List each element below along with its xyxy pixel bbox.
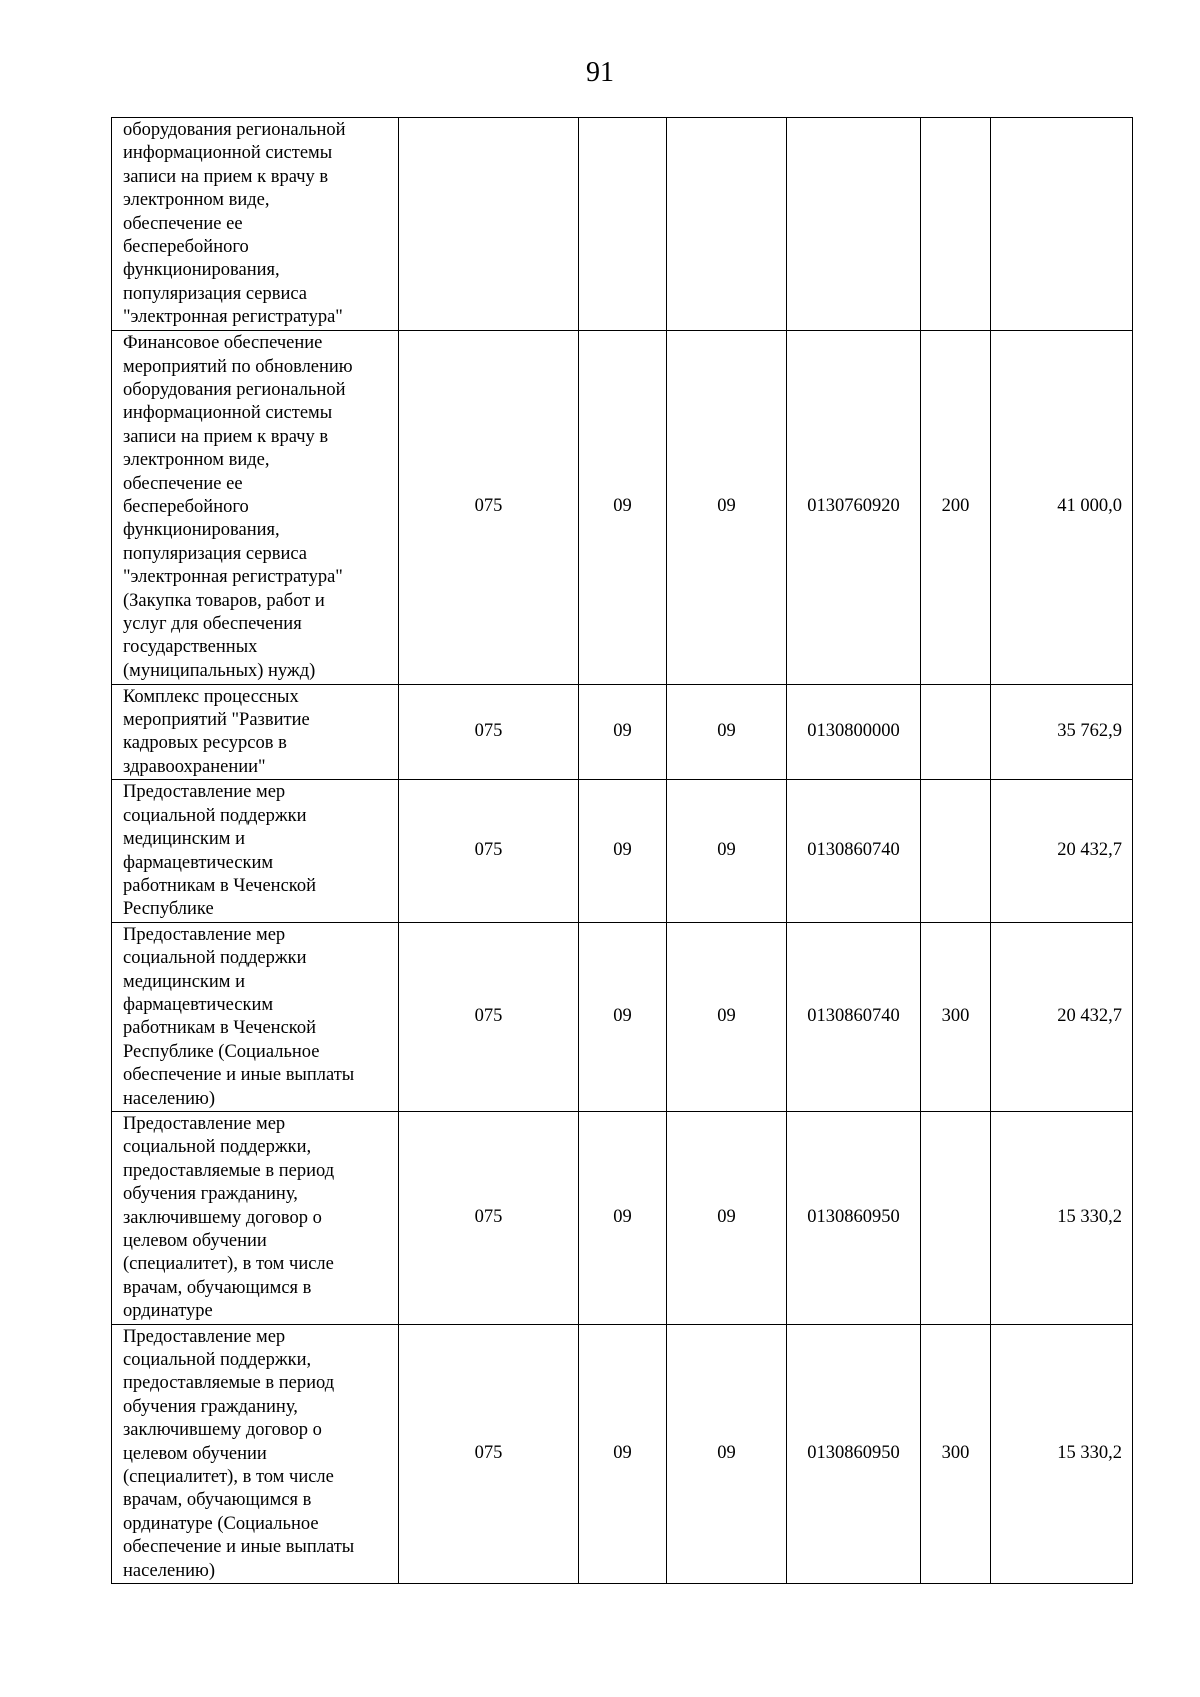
target-article-cell: 0130860740 xyxy=(787,780,921,922)
subsection-cell: 09 xyxy=(667,330,787,684)
amount-cell: 15 330,2 xyxy=(991,1324,1133,1583)
target-article-cell: 0130860950 xyxy=(787,1111,921,1324)
section-cell: 09 xyxy=(579,1324,667,1583)
subsection-cell: 09 xyxy=(667,1324,787,1583)
row-name: Комплекс процессных мероприятий "Развитие кадровых ресурсов в здравоохранении" xyxy=(123,686,310,777)
row-name: оборудования региональной информационной системы записи на прием к врачу в электронном виде, обеспечение ее бесперебойного функционирования, популяризация сервиса "электронная регистратура" xyxy=(123,120,346,328)
subsection-cell: 09 xyxy=(667,780,787,922)
amount-cell: 20 432,7 xyxy=(991,922,1133,1111)
expense-type-cell: 200 xyxy=(921,330,991,684)
amount-cell xyxy=(991,118,1133,331)
table-row xyxy=(112,780,1133,922)
subsection-cell xyxy=(667,118,787,331)
target-article-cell: 0130860950 xyxy=(787,1324,921,1583)
expense-type-cell xyxy=(921,780,991,922)
target-article-cell xyxy=(787,118,921,331)
budget-table xyxy=(111,117,1133,1584)
target-article-cell: 0130760920 xyxy=(787,330,921,684)
page-number: 91 xyxy=(586,57,614,88)
row-name-cell xyxy=(112,118,399,331)
row-name-cell xyxy=(112,330,399,684)
table-row xyxy=(112,118,1133,331)
row-name-cell xyxy=(112,1111,399,1324)
section-cell: 09 xyxy=(579,684,667,780)
ministry-cell: 075 xyxy=(399,684,579,780)
section-cell: 09 xyxy=(579,780,667,922)
subsection-cell: 09 xyxy=(667,1111,787,1324)
row-name-cell xyxy=(112,1324,399,1583)
row-name-cell xyxy=(112,780,399,922)
ministry-cell xyxy=(399,118,579,331)
table-row xyxy=(112,1111,1133,1324)
amount-cell: 15 330,2 xyxy=(991,1111,1133,1324)
section-cell: 09 xyxy=(579,330,667,684)
subsection-cell: 09 xyxy=(667,922,787,1111)
table-row xyxy=(112,330,1133,684)
table-row xyxy=(112,922,1133,1111)
row-name-cell xyxy=(112,684,399,780)
expense-type-cell: 300 xyxy=(921,1324,991,1583)
table-row xyxy=(112,1324,1133,1583)
section-cell: 09 xyxy=(579,922,667,1111)
table-row xyxy=(112,684,1133,780)
ministry-cell: 075 xyxy=(399,330,579,684)
section-cell: 09 xyxy=(579,1111,667,1324)
ministry-cell: 075 xyxy=(399,780,579,922)
row-name: Финансовое обеспечение мероприятий по обновлению оборудования региональной информационной системы записи на прием к врачу в электронном виде, обеспечение ее бесперебойного функционирования, популяризация сервиса "электронная регистратура" (Закупка товаров, работ и услуг для обеспечения государственных (муниципальных) нужд) xyxy=(123,333,353,681)
section-cell xyxy=(579,118,667,331)
expense-type-cell xyxy=(921,1111,991,1324)
expense-type-cell: 300 xyxy=(921,922,991,1111)
amount-cell: 20 432,7 xyxy=(991,780,1133,922)
row-name: Предоставление мер социальной поддержки медицинским и фармацевтическим работникам в Чеченской Республике xyxy=(123,782,316,920)
row-name: Предоставление мер социальной поддержки, предоставляемые в период обучения гражданину, заключившему договор о целевом обучении (специалитет), в том числе врачам, обучающимся в ординатуре (Социальное обеспечение и иные выплаты населению) xyxy=(123,1326,355,1581)
target-article-cell: 0130860740 xyxy=(787,922,921,1111)
row-name-cell xyxy=(112,922,399,1111)
subsection-cell: 09 xyxy=(667,684,787,780)
ministry-cell: 075 xyxy=(399,922,579,1111)
ministry-cell: 075 xyxy=(399,1324,579,1583)
expense-type-cell xyxy=(921,684,991,780)
target-article-cell: 0130800000 xyxy=(787,684,921,780)
amount-cell: 35 762,9 xyxy=(991,684,1133,780)
row-name: Предоставление мер социальной поддержки медицинским и фармацевтическим работникам в Чеченской Республике (Социальное обеспечение и иные выплаты населению) xyxy=(123,924,355,1109)
row-name: Предоставление мер социальной поддержки, предоставляемые в период обучения гражданину, заключившему договор о целевом обучении (специалитет), в том числе врачам, обучающимся в ординатуре xyxy=(123,1113,335,1322)
expense-type-cell xyxy=(921,118,991,331)
ministry-cell: 075 xyxy=(399,1111,579,1324)
amount-cell: 41 000,0 xyxy=(991,330,1133,684)
